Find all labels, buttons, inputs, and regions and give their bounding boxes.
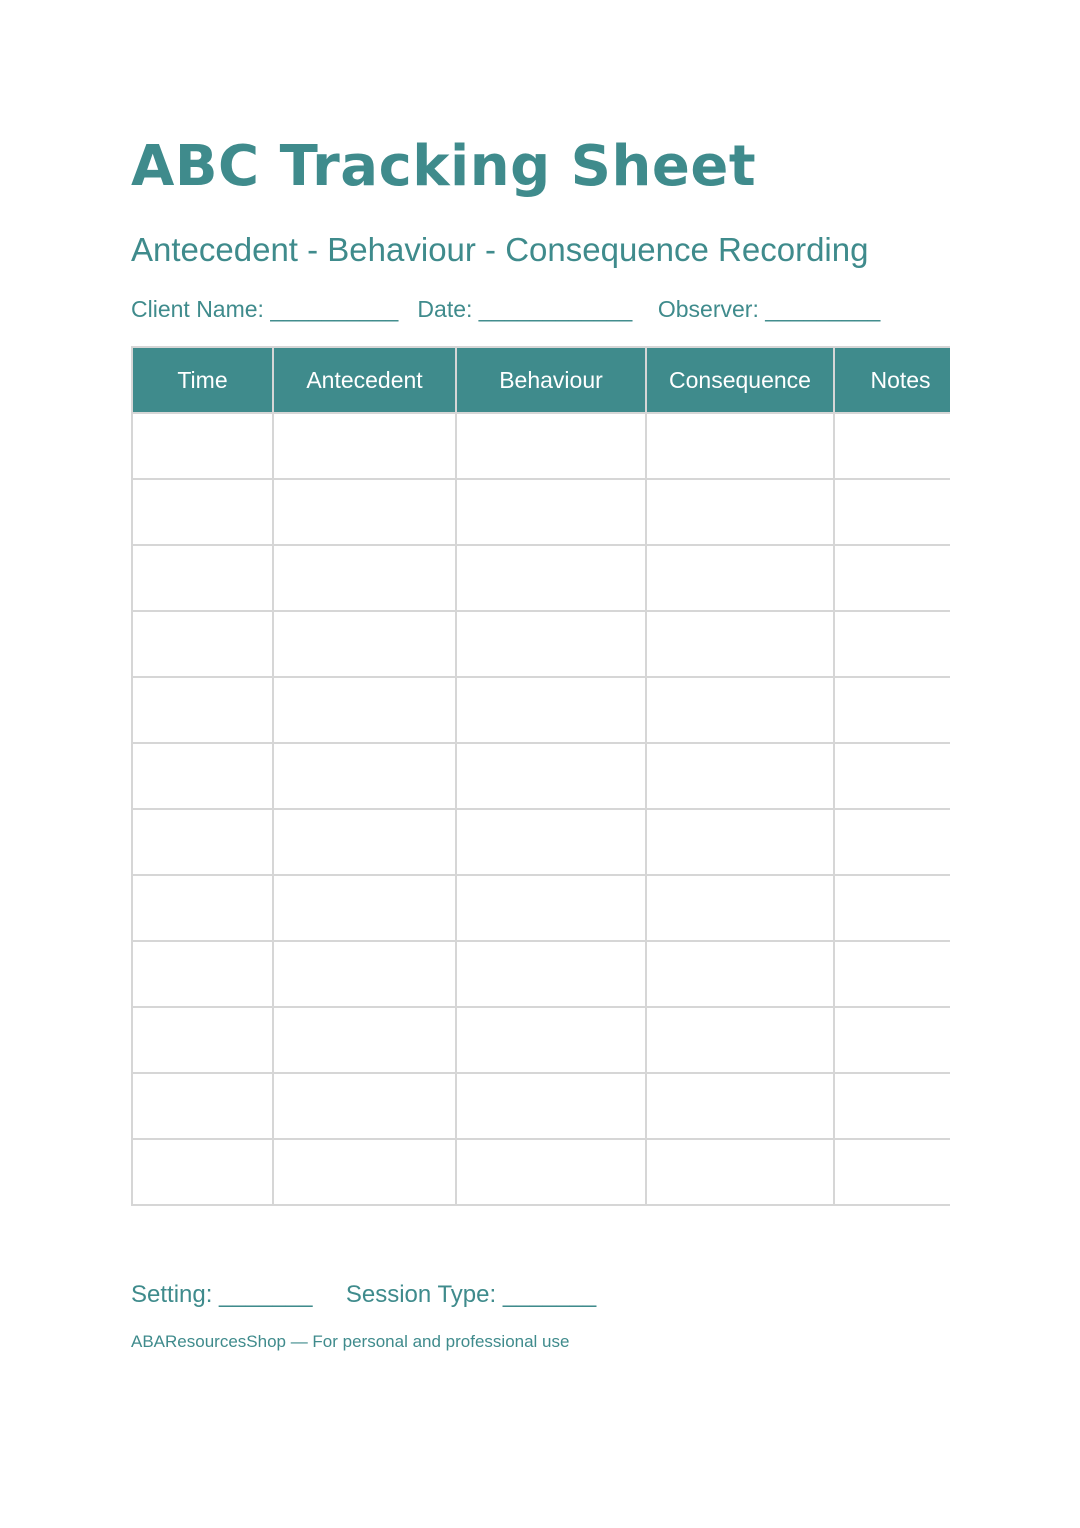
table-cell-notes (834, 941, 950, 1007)
table-cell-behaviour (456, 743, 646, 809)
table-cell-antecedent (273, 611, 456, 677)
table-cell-consequence (646, 479, 834, 545)
table-cell-antecedent (273, 677, 456, 743)
table-cell-antecedent (273, 1139, 456, 1205)
abc-tracking-table-wrapper (131, 346, 950, 1206)
table-row (132, 545, 950, 611)
abc-tracking-table (131, 346, 950, 1206)
table-cell-behaviour (456, 677, 646, 743)
table-cell-consequence (646, 743, 834, 809)
table-cell-behaviour (456, 413, 646, 479)
table-cell-notes (834, 677, 950, 743)
table-cell-behaviour (456, 1007, 646, 1073)
table-row (132, 941, 950, 1007)
table-cell-time (132, 941, 273, 1007)
table-row (132, 875, 950, 941)
table-row (132, 413, 950, 479)
client-name-field: Client Name: __________ (131, 296, 399, 322)
table-cell-consequence (646, 677, 834, 743)
table-cell-time (132, 611, 273, 677)
table-cell-consequence (646, 809, 834, 875)
table-body (132, 413, 950, 1205)
table-cell-notes (834, 1139, 950, 1205)
table-cell-consequence (646, 611, 834, 677)
table-cell-behaviour (456, 1073, 646, 1139)
table-cell-consequence (646, 1073, 834, 1139)
table-cell-antecedent (273, 875, 456, 941)
table-cell-time (132, 1073, 273, 1139)
table-row (132, 611, 950, 677)
table-cell-consequence (646, 413, 834, 479)
observer-field: Observer: _________ (657, 296, 881, 322)
table-cell-behaviour (456, 1139, 646, 1205)
table-cell-time (132, 875, 273, 941)
table-cell-consequence (646, 1007, 834, 1073)
table-cell-notes (834, 1007, 950, 1073)
table-cell-notes (834, 875, 950, 941)
page-title: ABC Tracking Sheet (131, 134, 757, 199)
table-cell-consequence (646, 545, 834, 611)
table-cell-time (132, 809, 273, 875)
table-cell-antecedent (273, 941, 456, 1007)
meta-fields (131, 293, 880, 325)
table-header-row (132, 347, 950, 413)
table-row (132, 677, 950, 743)
table-cell-behaviour (456, 479, 646, 545)
table-cell-notes (834, 545, 950, 611)
table-cell-notes (834, 413, 950, 479)
table-cell-antecedent (273, 1073, 456, 1139)
table-cell-behaviour (456, 941, 646, 1007)
table-cell-antecedent (273, 545, 456, 611)
table-row (132, 1007, 950, 1073)
table-cell-time (132, 413, 273, 479)
table-cell-time (132, 1139, 273, 1205)
table-cell-consequence (646, 1139, 834, 1205)
footer-credit: ABAResourcesShop — For personal and professional use (131, 1332, 570, 1351)
column-header-time: Time (132, 347, 273, 413)
table-cell-behaviour (456, 809, 646, 875)
table-row (132, 809, 950, 875)
footer-fields (131, 1278, 596, 1312)
table-row (132, 479, 950, 545)
table-row (132, 1073, 950, 1139)
table-cell-notes (834, 479, 950, 545)
table-cell-antecedent (273, 479, 456, 545)
column-header-behaviour: Behaviour (456, 347, 646, 413)
table-cell-notes (834, 611, 950, 677)
table-cell-time (132, 479, 273, 545)
session-type-field: Session Type: _______ (345, 1281, 597, 1308)
table-cell-time (132, 545, 273, 611)
table-cell-behaviour (456, 875, 646, 941)
table-cell-behaviour (456, 611, 646, 677)
table-cell-antecedent (273, 743, 456, 809)
table-cell-time (132, 677, 273, 743)
table-row (132, 743, 950, 809)
table-cell-notes (834, 1073, 950, 1139)
table-cell-notes (834, 809, 950, 875)
date-field: Date: ____________ (417, 296, 633, 322)
column-header-antecedent: Antecedent (273, 347, 456, 413)
table-cell-behaviour (456, 545, 646, 611)
table-cell-notes (834, 743, 950, 809)
table-cell-consequence (646, 941, 834, 1007)
table-cell-time (132, 1007, 273, 1073)
column-header-consequence: Consequence (646, 347, 834, 413)
table-cell-antecedent (273, 809, 456, 875)
page-subtitle: Antecedent - Behaviour - Consequence Recording (131, 231, 869, 268)
table-cell-antecedent (273, 1007, 456, 1073)
table-row (132, 1139, 950, 1205)
setting-field: Setting: _______ (131, 1281, 313, 1308)
table-cell-antecedent (273, 413, 456, 479)
table-cell-consequence (646, 875, 834, 941)
table-cell-time (132, 743, 273, 809)
column-header-notes: Notes (834, 347, 950, 413)
